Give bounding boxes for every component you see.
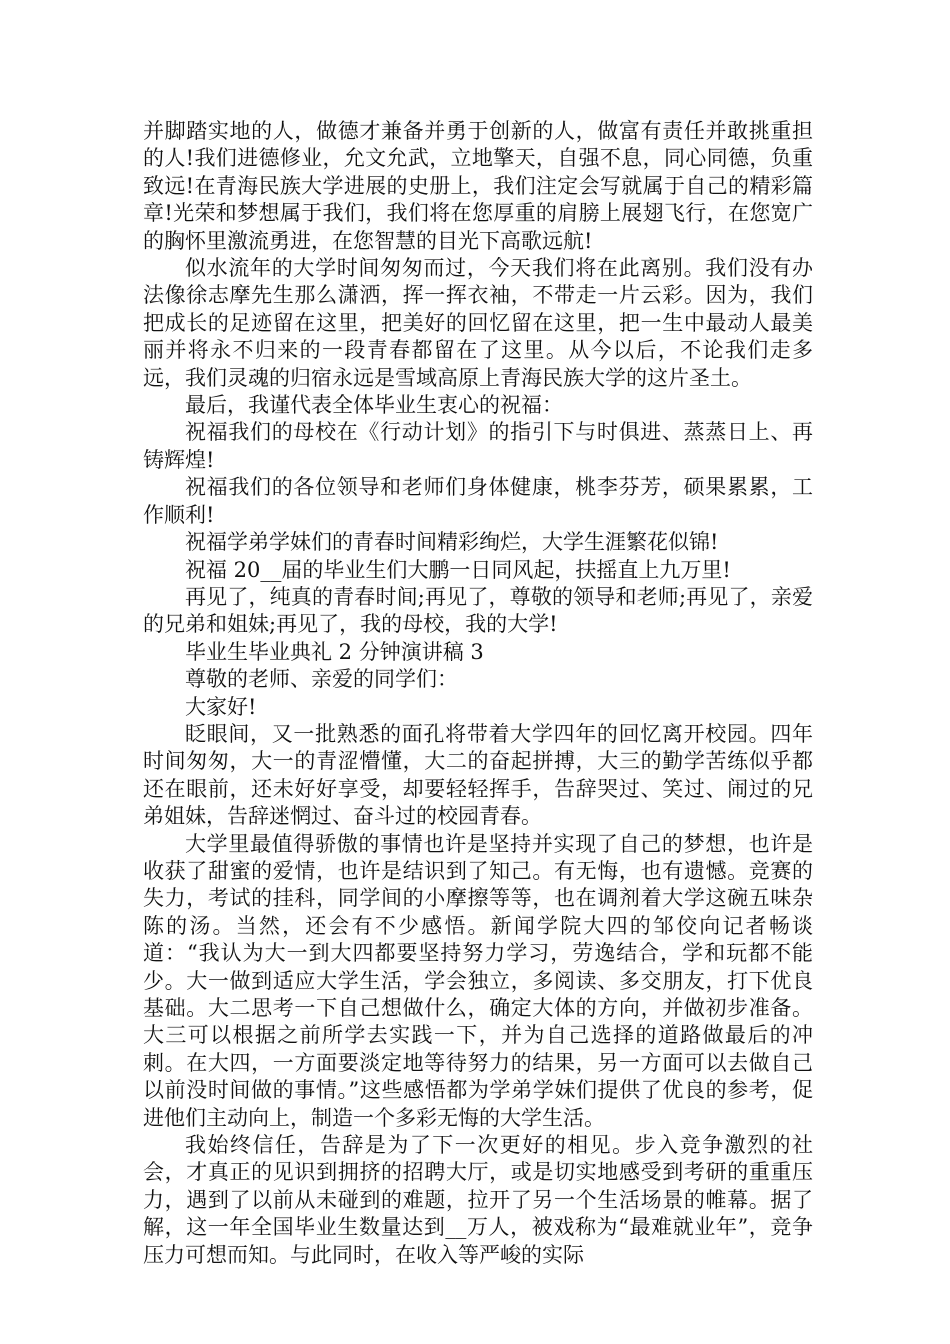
paragraph-1: 并脚踏实地的人，做德才兼备并勇于创新的人，做富有责任并敢挑重担的人!我们进德修业，允文允武，立地擎天，自强不息，同心同德，负重致远!在青海民族大学进展的史册上，我们注定会写就属于自己的精彩篇章!光荣和梦想属于我们，我们将在您厚重的肩膀上展翅飞行，在您宽广的胸怀里激流勇进，在您智慧的目光下高歌远航!	[143, 119, 813, 253]
paragraph-4: 祝福我们的母校在《行动计划》的指引下与时俱进、蒸蒸日上、再铸辉煌!	[143, 420, 813, 472]
greeting: 大家好!	[185, 694, 257, 719]
paragraph-12: 眨眼间，又一批熟悉的面孔将带着大学四年的回忆离开校园。四年时间匆匆，大一的青涩懵懂，大二的奋起拼搏，大三的勤学苦练似乎都还在眼前，还未好好享受，却要轻轻挥手，告辞哭过、笑过、闹过的兄弟姐妹，告辞迷惘过、奋斗过的校园青春。	[143, 721, 813, 829]
document-page	[143, 118, 813, 1269]
section-heading: 毕业生毕业典礼 2 分钟演讲稿 3	[185, 639, 484, 664]
paragraph-8: 再见了，纯真的青春时间;再见了，尊敬的领导和老师;再见了，亲爱的兄弟和姐妹;再见了，我的母校，我的大学!	[143, 584, 813, 637]
paragraph-5: 祝福我们的各位领导和老师们身体健康，桃李芬芳，硕果累累，工作顺利!	[143, 475, 813, 527]
paragraph-7: 祝福 20__届的毕业生们大鹏一日同风起，扶摇直上九万里!	[185, 557, 731, 582]
paragraph-14: 我始终信任，告辞是为了下一次更好的相见。步入竞争激烈的社会，才真正的见识到拥挤的招聘大厅，或是切实地感受到考研的重重压力，遇到了以前从未碰到的难题，拉开了另一个生活场景的帷幕。据了解，这一年全国毕业生数量达到__万人，被戏称为“最难就业年”，竞争压力可想而知。与此同时，在收入等严峻的实际	[143, 1133, 813, 1267]
paragraph-13: 大学里最值得骄傲的事情也许是坚持并实现了自己的梦想，也许是收获了甜蜜的爱情，也许是结识到了知己。有无悔，也有遗憾。竞赛的失力，考试的挂科，同学间的小摩擦等等，也在调剂着大学这碗五味杂陈的汤。当然，还会有不少感悟。新闻学院大四的邹佼向记者畅谈道：“我认为大一到大四都要坚持努力学习，劳逸结合，学和玩都不能少。大一做到适应大学生活，学会独立，多阅读、多交朋友，打下优良基础。大二思考一下自己想做什么，确定大体的方向，并做初步准备。大三可以根据之前所学去实践一下，并为自己选择的道路做最后的冲刺。在大四，一方面要淡定地等待努力的结果，另一方面可以去做自己以前没时间做的事情。”这些感悟都为学弟学妹们提供了优良的参考，促进他们主动向上，制造一个多彩无悔的大学生活。	[143, 831, 813, 1130]
paragraph-3: 最后，我谨代表全体毕业生衷心的祝福：	[185, 393, 563, 418]
paragraph-2: 似水流年的大学时间匆匆而过，今天我们将在此离别。我们没有办法像徐志摩先生那么潇洒，挥一挥衣袖，不带走一片云彩。因为，我们把成长的足迹留在这里，把美好的回忆留在这里，把一生中最动人最美丽并将永不归来的一段青春都留在了这里。从今以后，不论我们走多远，我们灵魂的归宿永远是雪域高原上青海民族大学的这片圣土。	[143, 256, 813, 390]
salutation: 尊敬的老师、亲爱的同学们：	[185, 667, 458, 692]
paragraph-6: 祝福学弟学妹们的青春时间精彩绚烂，大学生涯繁花似锦!	[185, 530, 719, 555]
